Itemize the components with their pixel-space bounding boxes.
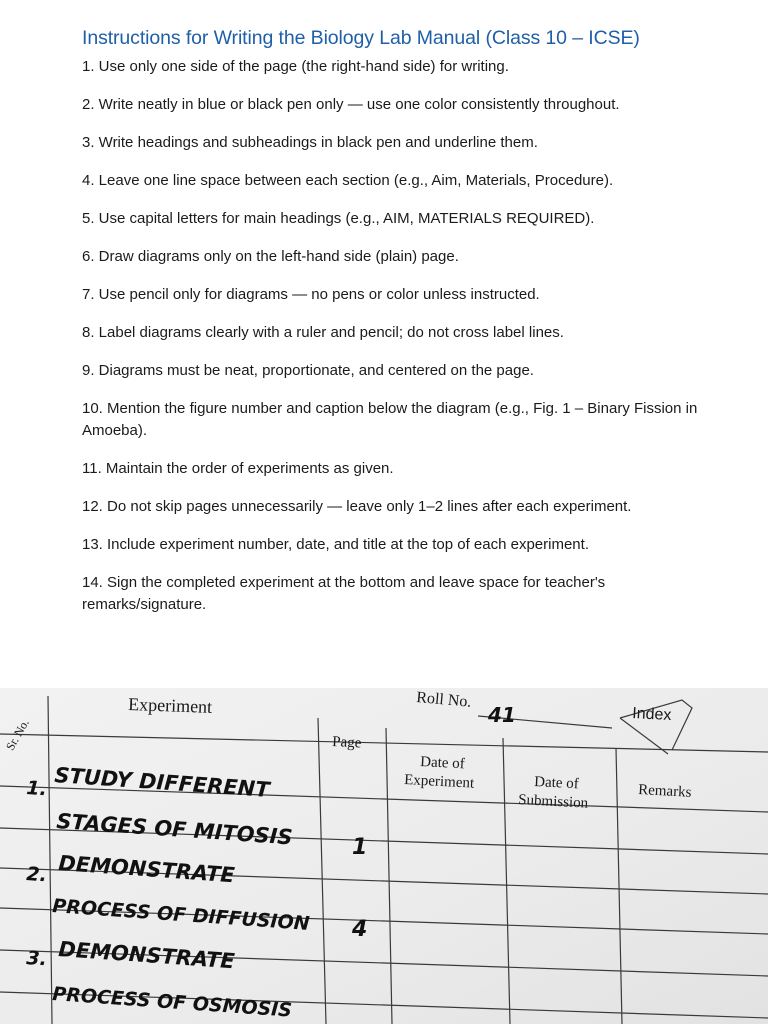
instruction-item: 2. Write neatly in blue or black pen only — use one color consistently throughout. — [82, 96, 620, 113]
page-number: 4 — [352, 917, 368, 942]
header-date-of-submission: Date of — [533, 774, 580, 793]
instruction-item: 10. Mention the figure number and caption below the diagram (e.g., Fig. 1 – Binary Fission in Amoeba). — [82, 400, 698, 439]
header-date-of-submission: Submission — [517, 792, 589, 812]
experiment-title-line: PROCESS OF DIFFUSION — [51, 895, 311, 935]
instruction-item: 1. Use only one side of the page (the right-hand side) for writing. — [82, 58, 509, 75]
page-number: 1 — [352, 835, 368, 860]
roll-no-value: 41 — [488, 703, 516, 727]
experiment-title-line: STAGES OF MITOSIS — [55, 809, 294, 850]
instruction-item: 8. Label diagrams clearly with a ruler and pencil; do not cross label lines. — [82, 324, 564, 341]
experiment-title-line: DEMONSTRATE — [57, 937, 236, 974]
header-date-of-experiment: Experiment — [403, 772, 475, 792]
instruction-item: 11. Maintain the order of experiments as given. — [82, 460, 394, 477]
row-number: 2. — [25, 863, 48, 887]
experiment-title-line: PROCESS OF OSMOSIS — [51, 983, 293, 1022]
instruction-item: 5. Use capital letters for main headings (e.g., AIM, MATERIALS REQUIRED). — [82, 210, 595, 227]
header-experiment: Experiment — [127, 694, 213, 717]
instruction-item: 4. Leave one line space between each section (e.g., Aim, Materials, Procedure). — [82, 172, 614, 189]
instruction-item: 12. Do not skip pages unnecessarily — leave only 1–2 lines after each experiment. — [82, 498, 632, 515]
header-page: Page — [331, 734, 362, 752]
experiment-title-line: STUDY DIFFERENT — [53, 763, 271, 803]
instruction-item: 14. Sign the completed experiment at the bottom and leave space for teacher's remarks/signature. — [82, 574, 606, 613]
index-page-photo — [0, 688, 768, 1024]
header-sr-no: Sr. No. — [2, 716, 32, 753]
index-label: Index — [631, 705, 672, 725]
header-remarks: Remarks — [637, 782, 692, 801]
page-title: Instructions for Writing the Biology Lab Manual (Class 10 – ICSE) — [82, 27, 640, 49]
roll-no-label: Roll No. — [415, 689, 473, 711]
row-number: 1. — [25, 777, 48, 801]
instruction-item: 3. Write headings and subheadings in black pen and underline them. — [82, 134, 538, 151]
instruction-item: 7. Use pencil only for diagrams — no pens or color unless instructed. — [82, 286, 540, 303]
instruction-item: 9. Diagrams must be neat, proportionate, and centered on the page. — [82, 362, 534, 379]
instruction-item: 13. Include experiment number, date, and title at the top of each experiment. — [82, 536, 589, 553]
header-date-of-experiment: Date of — [419, 754, 466, 773]
experiment-title-line: DEMONSTRATE — [57, 851, 236, 888]
index-table — [0, 688, 768, 1024]
instruction-item: 6. Draw diagrams only on the left-hand side (plain) page. — [82, 248, 459, 265]
row-number: 3. — [25, 947, 48, 971]
